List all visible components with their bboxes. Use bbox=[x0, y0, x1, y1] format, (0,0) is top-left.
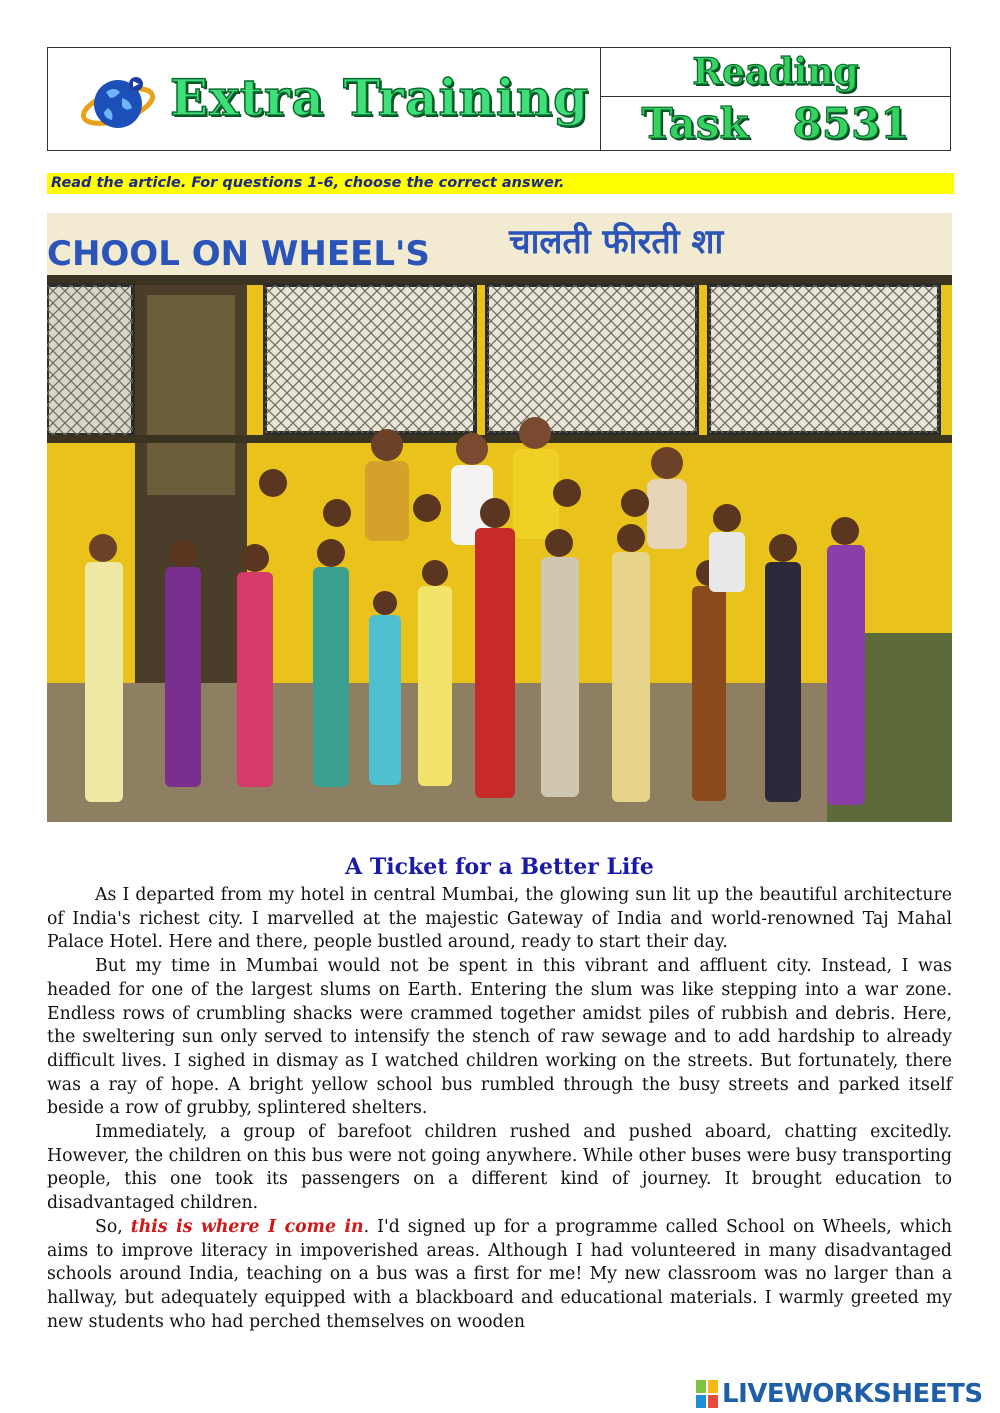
article-title: A Ticket for a Better Life bbox=[345, 854, 654, 880]
section-cell bbox=[601, 48, 950, 97]
bus-sign-text: CHOOL ON WHEEL'S bbox=[47, 234, 430, 274]
photo-illustration bbox=[47, 213, 952, 822]
task-number-cell bbox=[601, 97, 950, 150]
article-paragraph-4 bbox=[47, 1216, 952, 1335]
bus-sign-hindi: चालती फीरती शा bbox=[509, 222, 724, 262]
task-cell bbox=[601, 48, 950, 150]
header-box bbox=[47, 47, 951, 151]
task-number: 8531 bbox=[792, 99, 910, 148]
p4-rest: . I'd signed up for a programme called School on Wheels, which aims to improve literacy in impoverished areas. Although I had volunteered in many disadvantaged schools around India, teaching on a bus was a first for me! My new classroom was no larger than a hallway, but adequately equipped with a blackboard and educational materials. I warmly greeted my new students who had perched themselves on wooden bbox=[47, 1216, 953, 1332]
article-paragraph-3: Immediately, a group of barefoot children rushed and pushed aboard, chatting excitedly. However, the children on this bus were not going anywhere. While other buses were busy transporting people, this one took its passengers on a different kind of journey. It brought education to disadvantaged children. bbox=[47, 1122, 952, 1214]
brand-cell bbox=[48, 48, 601, 150]
bus-children-photo bbox=[47, 213, 952, 822]
liveworksheets-logo-icon bbox=[696, 1380, 718, 1408]
p4-start: So, bbox=[95, 1216, 131, 1237]
highlighted-phrase: this is where I come in bbox=[130, 1216, 364, 1237]
task-label: Task bbox=[641, 99, 749, 148]
article-paragraph-2: But my time in Mumbai would not be spent in this vibrant and affluent city. Instead, I was headed for one of the largest slums on Earth. Entering the slum was like stepping into a war zone. Endless rows of crumbling shacks were crammed together amidst piles of rubbish and debris. Here, the sweltering sun only served to intensify the stench of raw sewage and to add hardship to already difficult lives. I sighed in dismay as I watched children working on the streets. But fortunately, there was a ray of hope. A bright yellow school bus rumbled through the busy streets and parked itself beside a row of grubby, splintered shelters. bbox=[47, 956, 952, 1119]
watermark-text: LIVEWORKSHEETS bbox=[722, 1379, 983, 1409]
globe-logo-icon bbox=[78, 68, 158, 138]
brand-title: Extra Training bbox=[170, 68, 590, 127]
section-label: Reading bbox=[692, 51, 859, 93]
article-body bbox=[47, 884, 952, 1334]
instruction-bar: Read the article. For questions 1-6, choose the correct answer. bbox=[47, 173, 954, 194]
article-paragraph-1: As I departed from my hotel in central Mumbai, the glowing sun lit up the beautiful architecture of India's richest city. I marvelled at the majestic Gateway of India and world-renowned Taj Mahal Palace Hotel. Here and there, people bustled around, ready to start their day. bbox=[47, 885, 952, 953]
liveworksheets-watermark bbox=[696, 1378, 983, 1410]
